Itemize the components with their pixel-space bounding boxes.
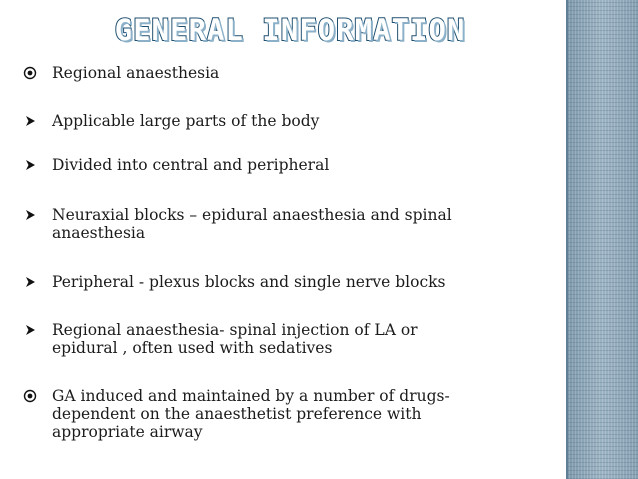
arrow-bullet-icon — [23, 114, 37, 128]
bullet-text: Regional anaesthesia- spinal injection of LA or epidural , often used with sedatives — [52, 321, 418, 357]
bullet-text: Peripheral - plexus blocks and single nerve blocks — [52, 273, 446, 291]
bullet-text: Divided into central and peripheral — [52, 156, 330, 174]
side-strip-edge — [566, 0, 568, 479]
target-bullet-icon — [23, 389, 37, 403]
slide-title: GENERAL INFORMATION — [114, 13, 466, 47]
arrow-bullet-icon — [23, 275, 37, 289]
decorative-side-strip — [566, 0, 638, 479]
bullet-text: Applicable large parts of the body — [52, 112, 320, 130]
bullet-text: Neuraxial blocks – epidural anaesthesia and spinal anaesthesia — [52, 206, 452, 242]
target-bullet-icon — [23, 66, 37, 80]
bullet-text: Regional anaesthesia — [52, 64, 220, 82]
arrow-bullet-icon — [23, 158, 37, 172]
arrow-bullet-icon — [23, 208, 37, 222]
arrow-bullet-icon — [23, 323, 37, 337]
bullet-text: GA induced and maintained by a number of drugs- dependent on the anaesthetist preference with appropriate airway — [52, 387, 450, 441]
